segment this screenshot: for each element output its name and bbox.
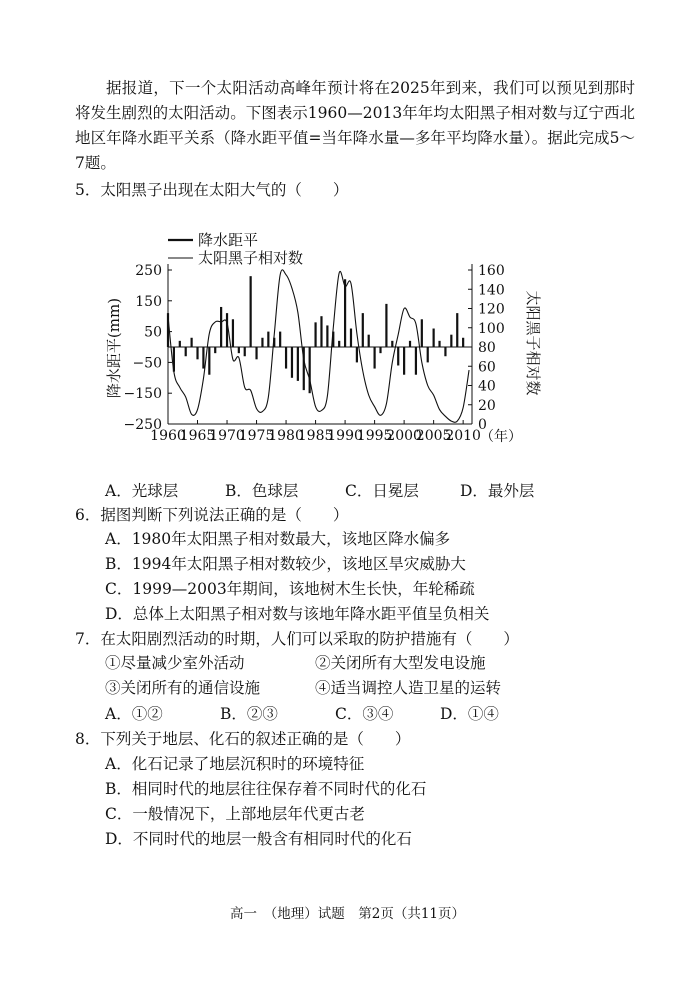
x-tick-label: 1975 <box>238 428 275 444</box>
precipitation-bar <box>179 341 181 347</box>
q7-item-1: ①尽量减少室外活动 <box>105 654 245 672</box>
precipitation-bar <box>433 329 435 347</box>
q7-option-a[interactable]: A．①② <box>105 705 163 723</box>
precipitation-bar <box>214 347 216 353</box>
precipitation-bar <box>397 347 399 365</box>
q6-option-b[interactable]: B．1994年太阳黑子相对数较少，该地区旱灾威胁大 <box>105 555 466 573</box>
x-axis-unit: （年） <box>480 429 522 445</box>
q7-option-d[interactable]: D．①④ <box>440 705 499 723</box>
precipitation-bar <box>244 347 246 356</box>
q8-option-a[interactable]: A．化石记录了地层沉积时的环境特征 <box>105 755 365 773</box>
left-tick-label: −50 <box>132 355 162 372</box>
precipitation-bar <box>356 347 358 362</box>
right-tick-label: 100 <box>478 320 505 337</box>
precipitation-bar <box>220 307 222 347</box>
precipitation-bar <box>462 338 464 347</box>
right-tick-label: 140 <box>478 282 505 299</box>
question-7-options <box>105 702 645 726</box>
precipitation-bar <box>374 347 376 369</box>
q6-option-c[interactable]: C．1999—2003年期间，该地树木生长快，年轮稀疏 <box>105 580 475 598</box>
precipitation-bar <box>385 304 387 347</box>
precipitation-bar <box>450 335 452 347</box>
precipitation-bar <box>309 347 311 393</box>
q5-option-b[interactable]: B．色球层 <box>225 482 299 500</box>
q8-option-d[interactable]: D．不同时代的地层一般含有相同时代的化石 <box>105 830 412 848</box>
q6-option-d[interactable]: D．总体上太阳黑子相对数与该地年降水距平值呈负相关 <box>105 605 490 623</box>
q7-option-c[interactable]: C．③④ <box>335 705 394 723</box>
right-tick-label: 60 <box>478 359 496 376</box>
precipitation-bar <box>279 332 281 347</box>
precipitation-bar <box>285 347 287 369</box>
right-tick-label: 120 <box>478 301 505 318</box>
right-tick-label: 160 <box>478 263 505 279</box>
right-tick-label: 40 <box>478 378 496 395</box>
x-tick-label: 1990 <box>327 428 363 444</box>
precipitation-bar <box>444 347 446 356</box>
precipitation-bars <box>167 276 464 393</box>
x-tick-label: 2005 <box>415 428 452 444</box>
precipitation-bar <box>320 316 322 347</box>
sunspot-line <box>168 270 469 422</box>
q5-option-d[interactable]: D．最外层 <box>460 482 535 500</box>
precipitation-bar <box>438 341 440 347</box>
question-6-stem: 6．据图判断下列说法正确的是（ ） <box>75 506 349 524</box>
precipitation-bar <box>338 341 340 347</box>
precipitation-bar <box>362 313 364 347</box>
question-5-options <box>105 479 645 503</box>
x-axis <box>150 347 481 444</box>
q7-item-4: ④适当调控人造卫星的运转 <box>315 679 502 697</box>
x-tick-label: 1970 <box>209 428 245 444</box>
precipitation-bar <box>415 347 417 375</box>
precipitation-bar <box>255 347 257 359</box>
right-tick-label: 0 <box>478 417 487 433</box>
right-tick-label: 80 <box>478 340 496 356</box>
left-axis-label: 降水距平(mm) <box>105 297 123 399</box>
precipitation-bar <box>314 322 316 347</box>
right-tick-label: 20 <box>478 397 496 414</box>
q7-item-2: ②关闭所有大型发电设施 <box>315 654 486 672</box>
x-tick-label: 1980 <box>268 428 304 444</box>
left-tick-label: 150 <box>135 293 162 310</box>
x-tick-label: 1985 <box>297 428 334 444</box>
left-axis <box>124 263 172 433</box>
q7-option-b[interactable]: B．②③ <box>220 705 278 723</box>
precipitation-bar <box>391 341 393 347</box>
precipitation-bar <box>409 341 411 347</box>
q5-option-c[interactable]: C．日冕层 <box>345 482 419 500</box>
precipitation-bar <box>456 313 458 347</box>
q8-option-b[interactable]: B．相同时代的地层往往保存着不同时代的化石 <box>105 780 427 798</box>
precipitation-bar <box>250 276 252 347</box>
q6-option-a[interactable]: A．1980年太阳黑子相对数最大，该地区降水偏多 <box>105 530 451 548</box>
precipitation-bar <box>291 347 293 378</box>
x-tick-label: 1960 <box>150 428 186 444</box>
x-tick-label: 2010 <box>445 428 481 444</box>
chart-legend <box>168 231 303 267</box>
precipitation-bar <box>191 338 193 347</box>
right-axis-label: 太阳黑子相对数 <box>524 290 542 396</box>
x-tick-label: 2000 <box>386 428 422 444</box>
page-footer: 高一 （地理）试题 第2页（共11页） <box>229 906 466 922</box>
precipitation-bar <box>261 338 263 347</box>
precipitation-bar <box>185 347 187 356</box>
precipitation-bar <box>208 347 210 375</box>
sunspot-precipitation-chart <box>95 218 565 478</box>
legend-label-sunspot: 太阳黑子相对数 <box>198 249 304 267</box>
precipitation-bar <box>427 347 429 362</box>
precipitation-bar <box>226 313 228 347</box>
precipitation-bar <box>238 347 240 353</box>
precipitation-bar <box>232 319 234 347</box>
question-8-stem: 8．下列关于地层、化石的叙述正确的是（ ） <box>75 730 411 748</box>
left-tick-label: 50 <box>144 324 162 341</box>
precipitation-bar <box>326 325 328 347</box>
precipitation-bar <box>379 347 381 353</box>
x-tick-label: 1965 <box>179 428 216 444</box>
q7-item-3: ③关闭所有的通信设施 <box>105 679 261 697</box>
q5-option-a[interactable]: A．光球层 <box>105 482 179 500</box>
precipitation-bar <box>267 332 269 347</box>
precipitation-bar <box>297 347 299 381</box>
question-7-stem: 7．在太阳剧烈活动的时期，人们可以采取的防护措施有（ ） <box>75 630 519 648</box>
precipitation-bar <box>368 335 370 347</box>
precipitation-bar <box>403 347 405 375</box>
precipitation-bar <box>202 347 204 369</box>
precipitation-bar <box>344 279 346 347</box>
x-tick-label: 1995 <box>356 428 393 444</box>
precipitation-bar <box>350 329 352 347</box>
left-tick-label: 250 <box>135 263 162 279</box>
q8-option-c[interactable]: C．一般情况下，上部地层年代更古老 <box>105 805 365 823</box>
question-5-stem: 5．太阳黑子出现在太阳大气的（ ） <box>75 181 349 199</box>
q7-items-row-2 <box>105 676 645 700</box>
legend-label-precipitation: 降水距平 <box>198 231 259 249</box>
q7-items-row-1 <box>105 651 645 675</box>
precipitation-bar <box>196 347 198 359</box>
right-axis <box>468 263 505 433</box>
left-tick-label: −250 <box>123 417 162 433</box>
precipitation-bar <box>421 319 423 347</box>
intro-paragraph: 据报道，下一个太阳活动高峰年预计将在2025年到来，我们可以预见到那时将发生剧烈的太阳活动。下图表示1960—2013年年均太阳黑子相对数与辽宁西北地区年降水距平关系（降水距平值=当年降水量—多年平均降水量）。据此完成5～7题。 <box>75 79 635 172</box>
left-tick-label: −150 <box>123 386 162 403</box>
